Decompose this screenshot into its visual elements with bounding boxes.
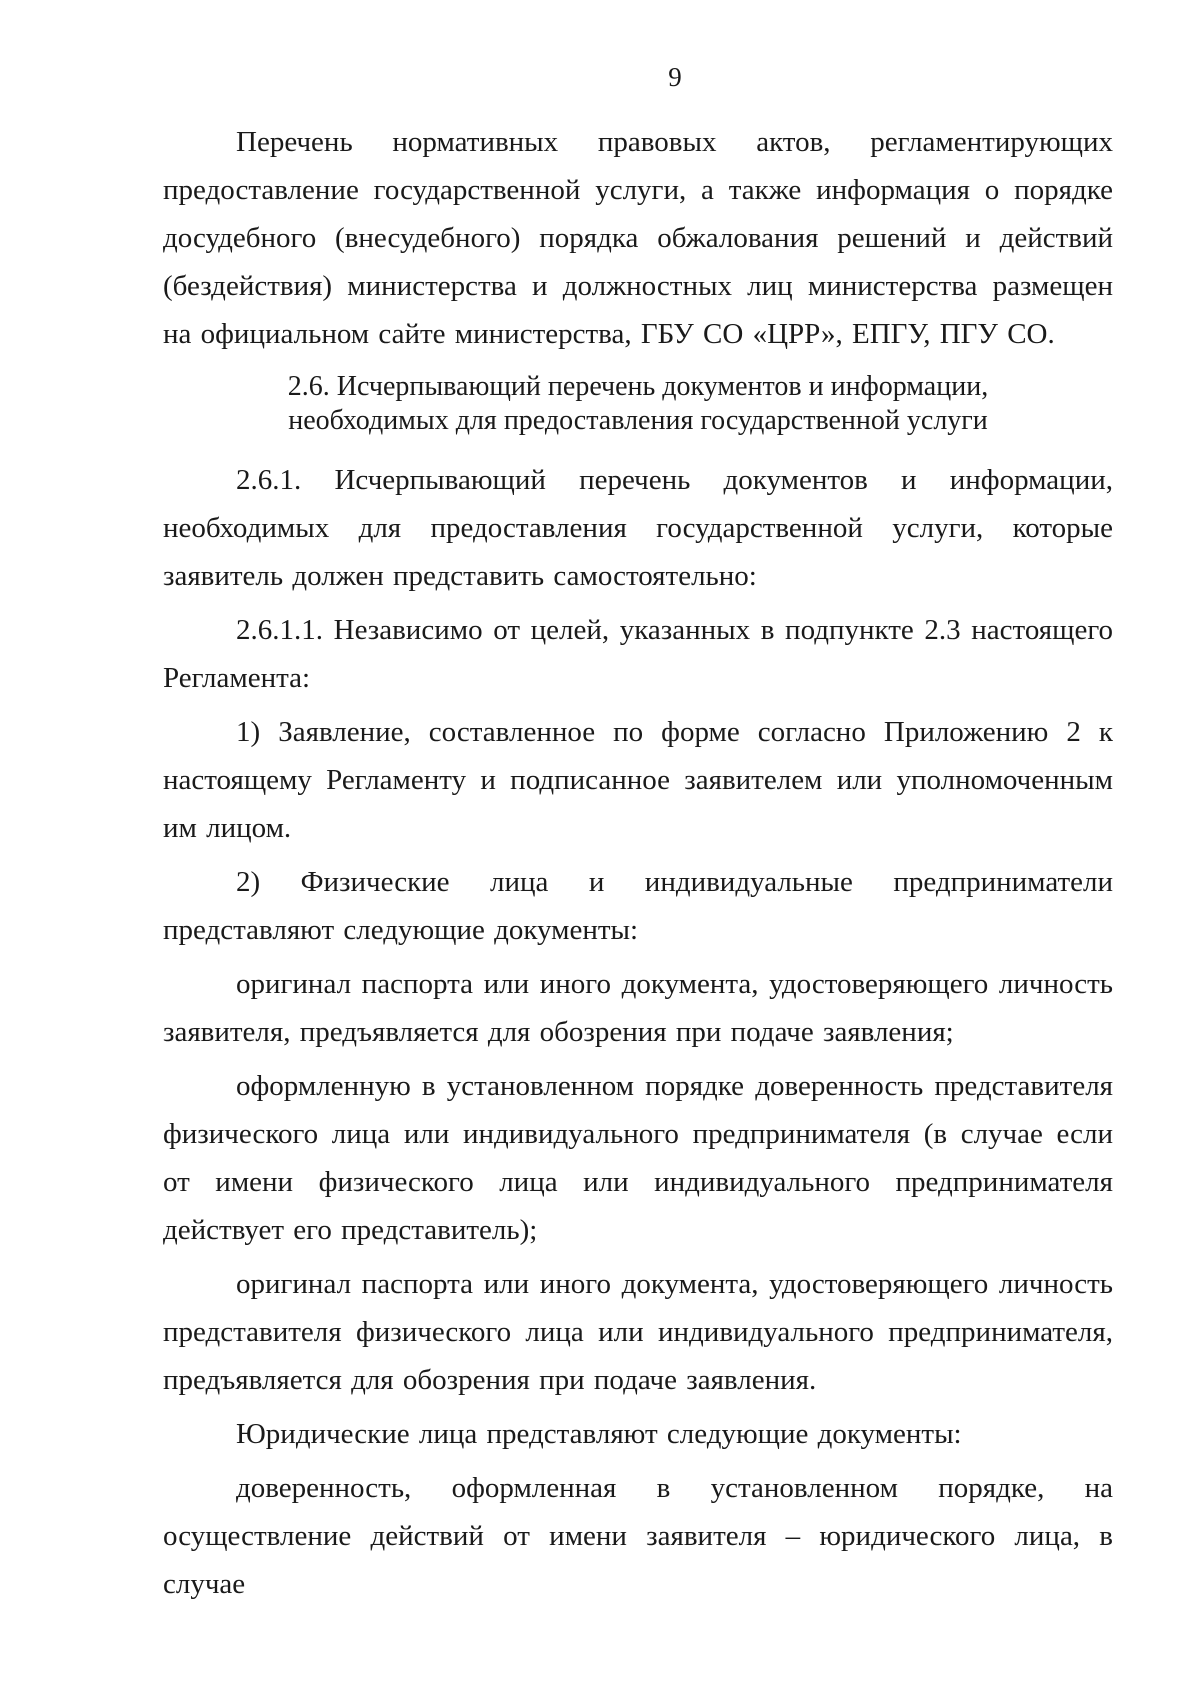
section-heading-line-1: 2.6. Исчерпывающий перечень документов и информации, [287,371,989,402]
page-number: 9 [668,62,682,92]
paragraph-power-of-attorney: оформленную в установленном порядке доверенность представителя физического лица или индивидуального предпринимателя (в случае если от имени физического лица или индивидуального предпринимателя действует его представитель); [163,1070,1113,1246]
paragraph-2-6-1: 2.6.1. Исчерпывающий перечень документов и информации, необходимых для предоставления государственной услуги, которые заявитель должен представить самостоятельно: [163,464,1113,592]
paragraph-legal-acts: Перечень нормативных правовых актов, регламентирующих предоставление государственной услуги, а также информация о порядке досудебного (внесудебного) порядка обжалования решений и действий (бездействия) министерства и должностных лиц министерства размещен на официальном сайте министерства, ГБУ СО «ЦРР», ЕПГУ, ПГУ СО. [163,126,1113,350]
paragraph-passport-representative: оригинал паспорта или иного документа, удостоверяющего личность представителя физического лица или индивидуального предпринимателя, предъявляется для обозрения при подаче заявления. [163,1268,1113,1396]
document-body [163,118,1113,1608]
paragraph-legal-entities: Юридические лица представляют следующие документы: [236,1418,962,1450]
paragraph-2-6-1-1: 2.6.1.1. Независимо от целей, указанных в подпункте 2.3 настоящего Регламента: [163,614,1113,694]
section-heading-line-2: необходимых для предоставления государственной услуги [288,405,988,436]
section-heading [163,370,1113,438]
paragraph-item-2: 2) Физические лица и индивидуальные предприниматели представляют следующие документы: [163,866,1113,946]
paragraph-item-1: 1) Заявление, составленное по форме согласно Приложению 2 к настоящему Регламенту и подписанное заявителем или уполномоченным им лицом. [163,716,1113,844]
paragraph-passport-applicant: оригинал паспорта или иного документа, удостоверяющего личность заявителя, предъявляется для обозрения при подаче заявления; [163,968,1113,1048]
paragraph-legal-entity-attorney: доверенность, оформленная в установленном порядке, на осуществление действий от имени заявителя – юридического лица, в случае [163,1472,1113,1600]
